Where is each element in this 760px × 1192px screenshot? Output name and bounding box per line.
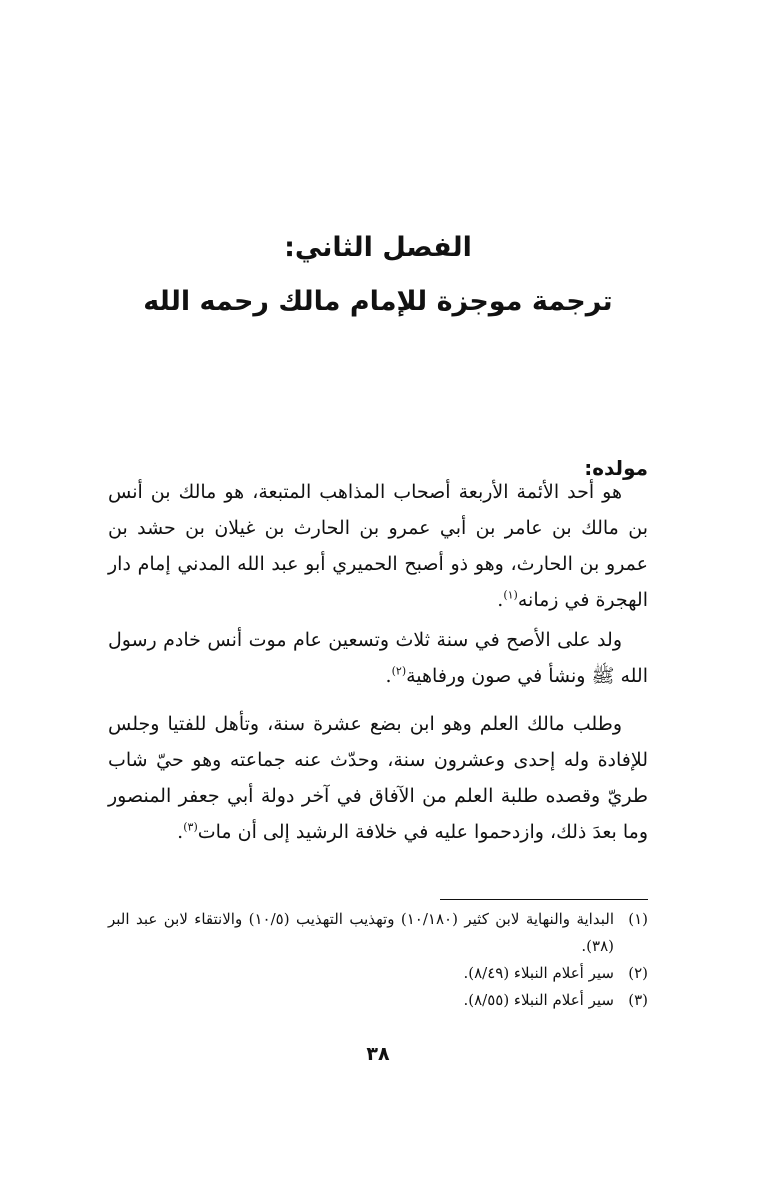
book-page bbox=[108, 0, 648, 1192]
paragraph-birth-lineage bbox=[108, 474, 648, 618]
footnote-ref: (٣) bbox=[183, 820, 198, 834]
footnote-item bbox=[108, 906, 648, 960]
paragraph-end: . bbox=[177, 821, 184, 843]
paragraph-seeking-knowledge bbox=[108, 706, 648, 850]
paragraph-birth-year bbox=[108, 622, 648, 694]
chapter-title: ترجمة موجزة للإمام مالك رحمه الله bbox=[143, 286, 613, 317]
section-heading: مولده: bbox=[584, 456, 648, 480]
paragraph-text: هو أحد الأئمة الأربعة أصحاب المذاهب المتبعة، هو مالك بن أنس بن مالك بن عامر بن أبي عمرو بن الحارث بن غيلان بن حشد بن عمرو بن الحارث، وهو ذو أصبح الحميري أبو عبد الله المدني إمام دار الهجرة في زمانه bbox=[108, 481, 648, 611]
footnote-divider bbox=[440, 899, 648, 900]
page-number: ٣٨ bbox=[366, 1043, 390, 1065]
chapter-label: الفصل الثاني: bbox=[284, 232, 472, 263]
footnote-item bbox=[108, 960, 648, 987]
paragraph-end: . bbox=[385, 665, 392, 687]
footnote-text: سير أعلام النبلاء (٨/٥٥). bbox=[463, 991, 614, 1009]
footnote-number: (٣) bbox=[628, 991, 648, 1009]
paragraph-text: وطلب مالك العلم وهو ابن بضع عشرة سنة، وتأهل للفتيا وجلس للإفادة وله إحدى وعشرون سنة، وحدّث عنه جماعته وهو حيّ شاب طريّ وقصده طلبة العلم من الآفاق في آخر دولة أبي جعفر المنصور وما بعدَ ذلك، وازدحموا عليه في خلافة الرشيد إلى أن مات bbox=[108, 713, 648, 843]
footnote-number: (٢) bbox=[628, 964, 648, 982]
footnote-text: البداية والنهاية لابن كثير (١٠/١٨٠) وتهذيب التهذيب (١٠/٥) والانتقاء لابن عبد البر (٣٨). bbox=[108, 910, 614, 955]
paragraph-end: . bbox=[497, 589, 504, 611]
footnote-ref: (١) bbox=[503, 588, 518, 602]
footnote-text: سير أعلام النبلاء (٨/٤٩). bbox=[463, 964, 614, 982]
footnote-item bbox=[108, 987, 648, 1014]
footnote-number: (١) bbox=[628, 910, 648, 928]
paragraph-text: ولد على الأصح في سنة ثلاث وتسعين عام موت أنس خادم رسول الله ﷺ ونشأ في صون ورفاهية bbox=[108, 629, 648, 687]
footnotes bbox=[108, 906, 648, 1014]
footnote-ref: (٢) bbox=[391, 664, 407, 678]
